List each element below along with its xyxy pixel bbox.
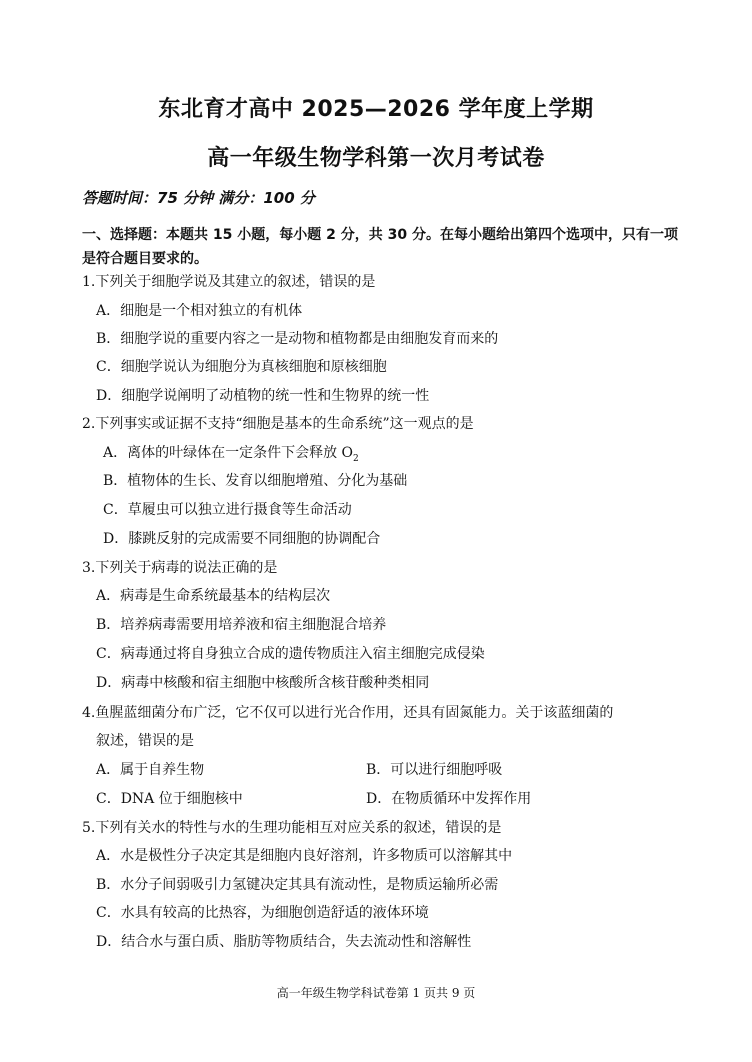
option-a: A．属于自养生物 — [96, 762, 205, 778]
option-c: C．草履虫可以独立进行摄食等生命活动 — [103, 502, 352, 518]
option-d: D．病毒中核酸和宿主细胞中核酸所含核苷酸种类相同 — [96, 675, 430, 691]
exam-meta: 答题时间：75 分钟 满分：100 分 — [82, 189, 315, 207]
exam-title-line2: 高一年级生物学科第一次月考试卷 — [207, 146, 545, 171]
question-stem: 3.下列关于病毒的说法正确的是 — [82, 560, 278, 576]
option-a-text: A．离体的叶绿体在一定条件下会释放 O — [103, 445, 354, 461]
question-stem: 1.下列关于细胞学说及其建立的叙述，错误的是 — [82, 274, 376, 290]
option-b: B．细胞学说的重要内容之一是动物和植物都是由细胞发育而来的 — [96, 331, 499, 347]
option-d: D．细胞学说阐明了动植物的统一性和生物界的统一性 — [96, 388, 430, 404]
option-b: B．植物体的生长、发育以细胞增殖、分化为基础 — [103, 473, 408, 489]
option-b: B．水分子间弱吸引力氢键决定其具有流动性，是物质运输所必需 — [96, 877, 499, 893]
exam-title-line1: 东北育才高中 2025—2026 学年度上学期 — [158, 97, 594, 122]
option-c: C．病毒通过将自身独立合成的遗传物质注入宿主细胞完成侵染 — [96, 646, 485, 662]
option-a: A．病毒是生命系统最基本的结构层次 — [96, 588, 331, 604]
option-d: D．结合水与蛋白质、脂肪等物质结合，失去流动性和溶解性 — [96, 934, 472, 950]
page-footer: 高一年级生物学科试卷第 1 页共 9 页 — [276, 986, 476, 1000]
option-c: C．细胞学说认为细胞分为真核细胞和原核细胞 — [96, 359, 387, 375]
option-c: C．DNA 位于细胞核中 — [96, 791, 243, 807]
option-c: C．水具有较高的比热容，为细胞创造舒适的液体环境 — [96, 905, 429, 921]
o2-subscript: 2 — [353, 453, 359, 464]
option-a: A．细胞是一个相对独立的有机体 — [96, 303, 303, 319]
option-b: B．可以进行细胞呼吸 — [366, 762, 503, 778]
option-d: D．膝跳反射的完成需要不同细胞的协调配合 — [103, 531, 381, 547]
option-b: B．培养病毒需要用培养液和宿主细胞混合培养 — [96, 617, 387, 633]
question-stem: 5.下列有关水的特性与水的生理功能相互对应关系的叙述，错误的是 — [82, 820, 502, 836]
section-heading: 一、选择题：本题共 15 小题，每小题 2 分，共 30 分。在每小题给出第四个选项中，只有一项是符合题目要求的。 — [82, 227, 678, 267]
question-stem: 4.鱼腥蓝细菌分布广泛，它不仅可以进行光合作用，还具有固氮能力。关于该蓝细菌的 — [82, 705, 614, 721]
question-stem: 2.下列事实或证据不支持“细胞是基本的生命系统”这一观点的是 — [82, 416, 474, 432]
question-stem-continued: 叙述，错误的是 — [96, 733, 194, 749]
option-d: D．在物质循环中发挥作用 — [366, 791, 532, 807]
option-a: A．水是极性分子决定其是细胞内良好溶剂，许多物质可以溶解其中 — [96, 848, 513, 864]
option-a — [103, 443, 359, 469]
